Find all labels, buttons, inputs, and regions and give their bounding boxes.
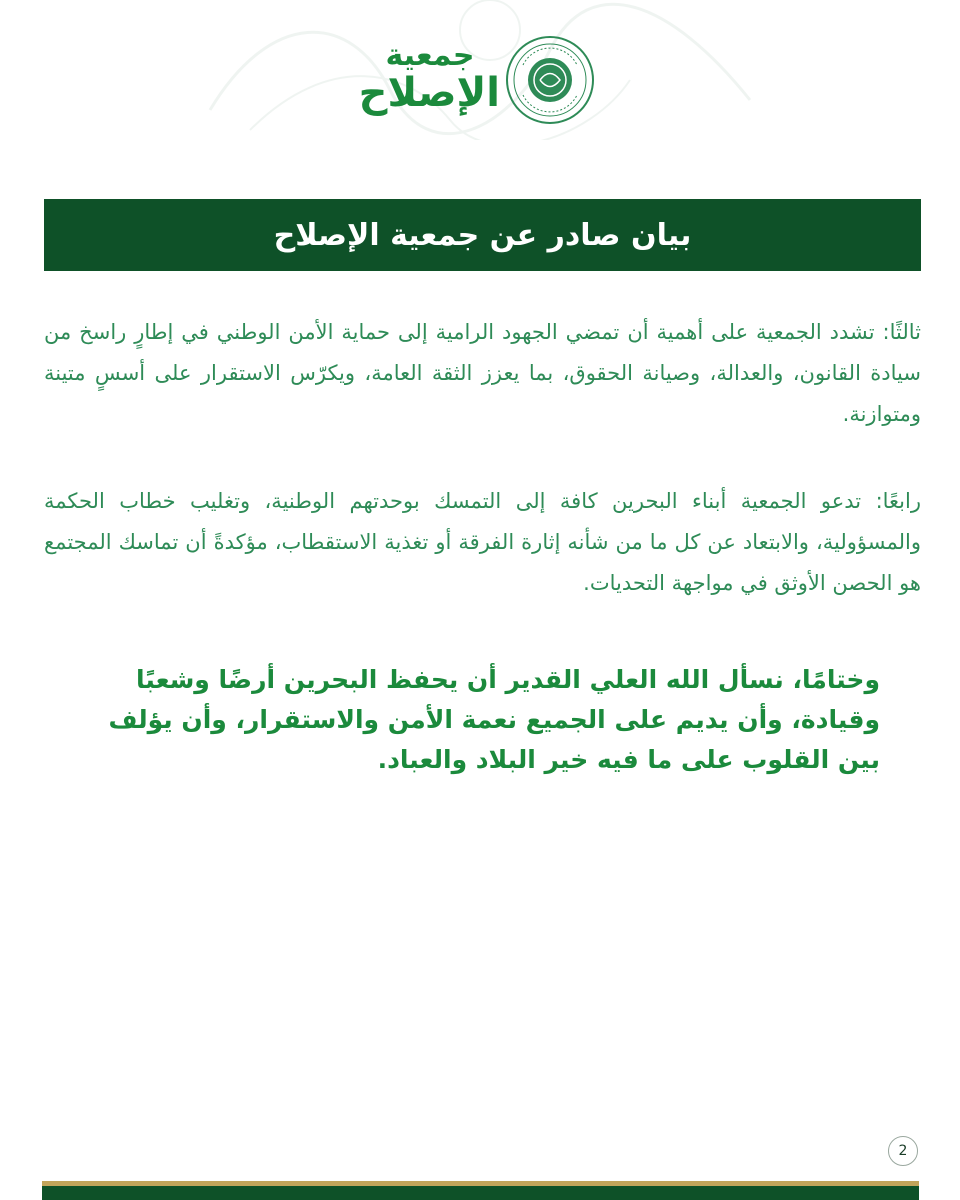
- logo-line-1: جمعية: [385, 38, 475, 73]
- organization-logo-text: [360, 40, 500, 114]
- closing-prayer: وختامًا، نسأل الله العلي القدير أن يحفظ البحرين أرضًا وشعبًا وقيادة، وأن يديم على الجميع نعمة الأمن والاستقرار، وأن يؤلف بين القلوب على ما فيه خير البلاد والعباد.: [108, 665, 880, 774]
- page-number-badge: 2: [888, 1136, 918, 1166]
- organization-seal-icon: [505, 35, 595, 125]
- paragraph-fourth: رابعًا: تدعو الجمعية أبناء البحرين كافة إلى التمسك بوحدتهم الوطنية، وتغليب خطاب الحكمة والمسؤولية، والابتعاد عن كل ما من شأنه إثارة الفرقة أو تغذية الاستقطاب، مؤكدةً أن تماسك المجتمع هو الحصن الأوثق في مواجهة التحديات.: [44, 489, 921, 595]
- statement-title: بيان صادر عن جمعية الإصلاح: [273, 217, 692, 253]
- footer-green-bar: [42, 1186, 919, 1200]
- header: [0, 30, 960, 130]
- paragraph-third: ثالثًا: تشدد الجمعية على أهمية أن تمضي الجهود الرامية إلى حماية الأمن الوطني في إطارٍ راسخ من سيادة القانون، والعدالة، وصيانة الحقوق، بما يعزز الثقة العامة، ويكرّس الاستقرار على أسسٍ متينة ومتوازنة.: [44, 320, 921, 426]
- logo-line-2: الإصلاح: [358, 69, 500, 116]
- title-banner: [44, 199, 921, 271]
